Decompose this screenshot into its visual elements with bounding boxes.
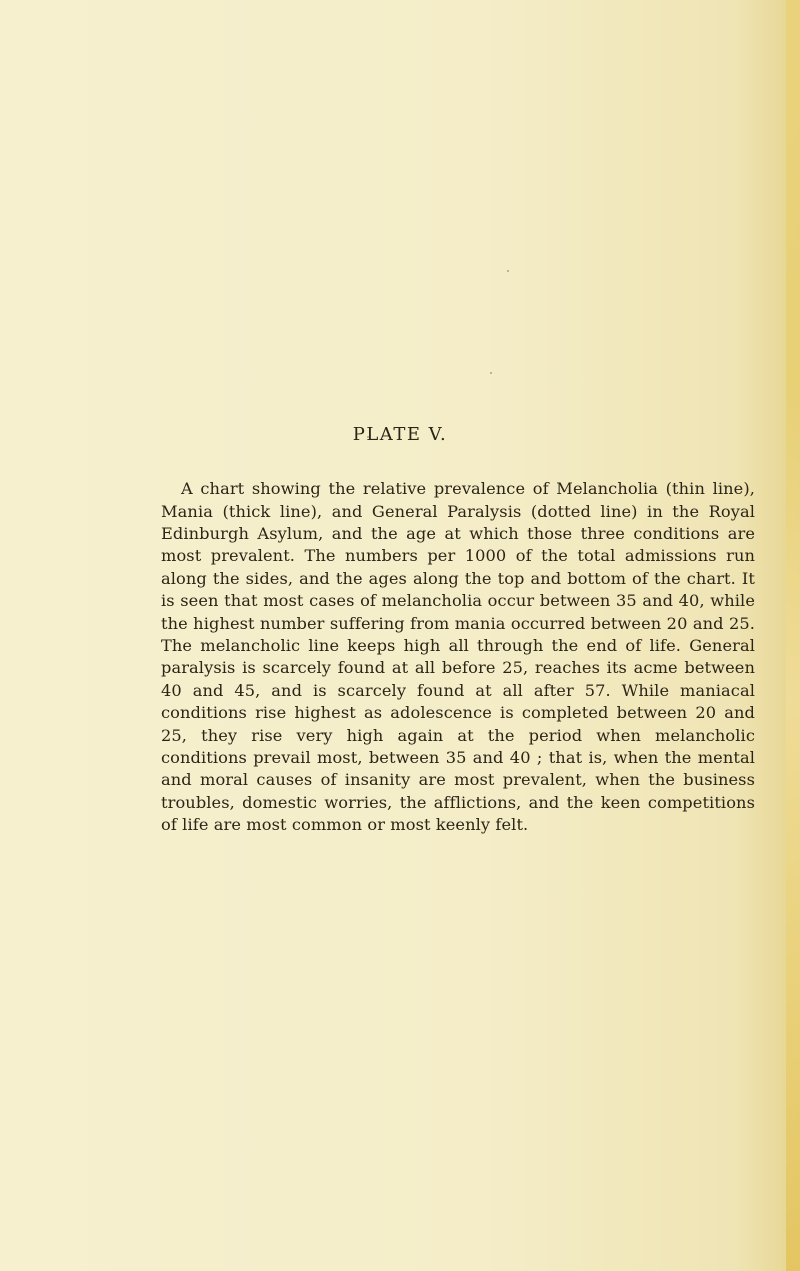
page-edge: [786, 0, 800, 1271]
plate-caption: A chart showing the relative prevalence of Melancholia (thin line), Mania (thick line), and General Paralysis (dotted line) in the Royal Edinburgh Asylum, and the age at which those three conditions are most prevalent. The numbers per 1000 of the total admissions run along the sides, and the ages along the top and bottom of the chart. It is seen that most cases of melancholia occur between 35 and 40, while the highest number suffering from mania occurred between 20 and 25. The melancholic line keeps high all through the end of life. General paralysis is scarcely found at all before 25, reaches its acme between 40 and 45, and is scarcely found at all after 57. While maniacal conditions rise highest as adolescence is completed between 20 and 25, they rise very high again at the period when melancholic conditions prevail most, between 35 and 40 ; that is, when the mental and moral causes of insanity are most prevalent, when the business troubles, domestic worries, the afflictions, and the keen competitions of life are most common or most keenly felt.: [161, 479, 755, 835]
paper-speck: [490, 372, 492, 374]
plate-title: PLATE V.: [352, 424, 448, 445]
paper-speck: [507, 270, 509, 272]
